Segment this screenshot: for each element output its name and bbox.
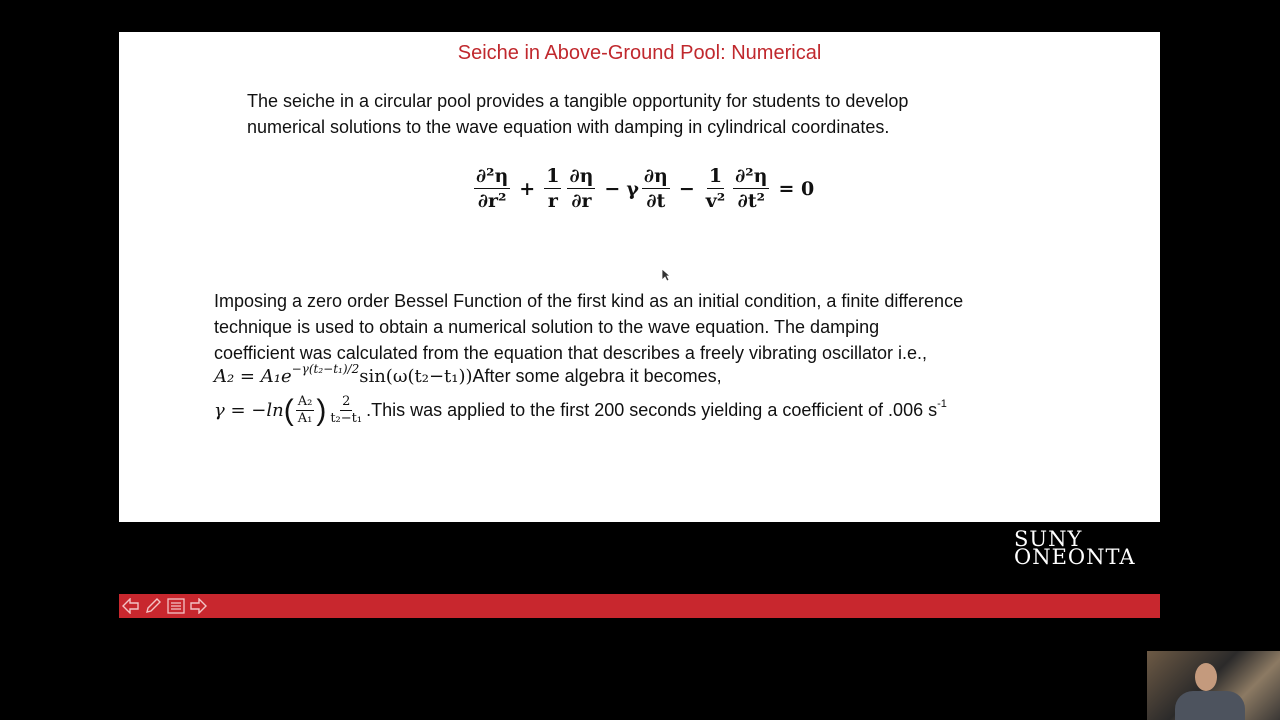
denominator: A₁ [297, 411, 313, 426]
sine-term: sin(ω(t₂−t₁)) [359, 366, 473, 387]
intro-paragraph [247, 88, 1047, 140]
body-line: Imposing a zero order Bessel Function of the first kind as an initial condition, a finite difference [214, 291, 964, 311]
slide-title: Seiche in Above-Ground Pool: Numerical [457, 42, 822, 64]
intro-line: The seiche in a circular pool provides a tangible opportunity for students to develop [247, 91, 909, 111]
body-paragraph [214, 288, 1114, 366]
denominator: t₂−t₁ [330, 411, 363, 426]
oscillator-equation: A₂ = A₁e [214, 366, 292, 387]
equals-zero: = 0 [778, 177, 815, 200]
arrow-left-icon[interactable] [122, 597, 140, 615]
fraction [474, 164, 510, 213]
suny-oneonta-logo [1014, 527, 1136, 569]
mouse-cursor-icon [661, 268, 671, 282]
gamma-text: .This was applied to the first 200 seconds yielding a coefficient of .006 s [366, 400, 938, 420]
numerator: 2 [342, 394, 351, 409]
open-paren: ( [283, 393, 294, 427]
numerator: ∂²η [476, 165, 509, 187]
intro-line: numerical solutions to the wave equation with damping in cylindrical coordinates. [247, 117, 890, 137]
fraction [733, 164, 769, 213]
denominator: ∂r² [477, 190, 507, 212]
slide [119, 32, 1160, 522]
arrow-right-icon[interactable] [189, 597, 207, 615]
presenter-face [1195, 663, 1217, 691]
oscillator-equation-row [214, 361, 722, 387]
fraction [642, 164, 670, 213]
gamma-lhs: γ = −ln [214, 400, 284, 421]
denominator: ∂r [571, 190, 592, 212]
denominator: v² [705, 190, 726, 212]
close-paren: ) [316, 393, 327, 427]
logo-line: ONEONTA [1014, 545, 1136, 569]
denominator: ∂t² [737, 190, 765, 212]
exponent: −γ(t₂−t₁)/2 [291, 361, 360, 376]
unit-exponent: -1 [937, 397, 947, 410]
fraction [567, 164, 595, 213]
numerator: A₂ [297, 394, 313, 409]
numerator: 1 [708, 165, 723, 187]
fraction [704, 164, 727, 213]
operator: + [519, 177, 536, 200]
menu-icon[interactable] [167, 597, 185, 615]
gamma-equation-row [214, 394, 947, 427]
presenter-body [1175, 691, 1245, 720]
body-line: technique is used to obtain a numerical solution to the wave equation. The damping [214, 317, 880, 337]
time-fraction [328, 394, 364, 427]
operator: − [604, 177, 621, 200]
denominator: r [547, 190, 558, 212]
logo-line: SUNY [1014, 527, 1083, 551]
oscillator-text: After some algebra it becomes, [472, 366, 722, 386]
operator: − [678, 177, 695, 200]
denominator: ∂t [646, 190, 666, 212]
numerator: ∂²η [735, 165, 768, 187]
gamma-symbol: γ [626, 177, 639, 200]
numerator: ∂η [643, 165, 668, 187]
numerator: ∂η [569, 165, 594, 187]
numerator: 1 [546, 165, 560, 187]
body-line: coefficient was calculated from the equation that describes a freely vibrating oscillator i.e., [214, 343, 928, 363]
wave-equation [471, 164, 820, 213]
amplitude-ratio [296, 394, 315, 427]
presentation-control-bar [119, 594, 1160, 618]
pen-icon[interactable] [144, 597, 162, 615]
presenter-webcam [1147, 651, 1280, 720]
fraction [544, 164, 561, 213]
